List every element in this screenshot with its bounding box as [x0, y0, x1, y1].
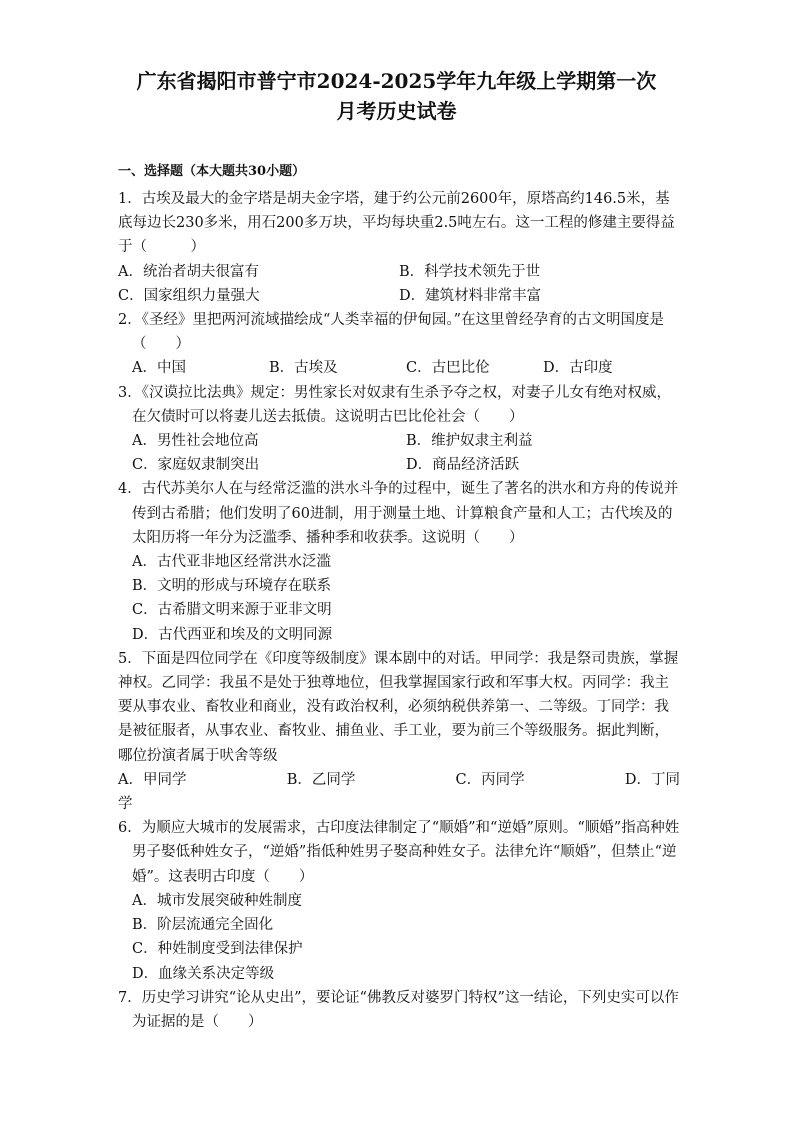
question-5-options — [118, 768, 680, 792]
option-a[interactable]: A．男性社会地位高 — [132, 433, 259, 450]
option-c[interactable]: C．古希腊文明来源于亚非文明 — [132, 602, 332, 619]
option-d[interactable]: D．商品经济活跃 — [406, 457, 520, 474]
option-c[interactable]: C．家庭奴隶制突出 — [132, 457, 260, 474]
question-2-options — [118, 356, 680, 380]
option-b[interactable]: B．古埃及 — [269, 360, 338, 377]
option-b[interactable]: B．维护奴隶主利益 — [406, 433, 533, 450]
option-d[interactable]: D．血缘关系决定等级 — [132, 965, 275, 982]
option-b[interactable]: B．文明的形成与环境存在联系 — [132, 578, 332, 595]
option-b[interactable]: B．乙同学 — [286, 771, 356, 788]
option-a[interactable]: A．古代亚非地区经常洪水泛滥 — [132, 554, 331, 571]
option-a[interactable]: A．甲同学 — [118, 771, 187, 788]
option-c[interactable]: C．古巴比伦 — [406, 360, 490, 377]
option-d-wrap: 学 — [118, 796, 133, 813]
option-c[interactable]: C．丙同学 — [455, 771, 525, 788]
option-d[interactable]: D．建筑材料非常丰富 — [399, 287, 542, 304]
question-3-stem: 3．《汉谟拉比法典》规定：男性家长对奴隶有生杀予夺之权，对妻子儿女有绝对权威，在欠债时可以将妻儿送去抵债。这说明古巴比伦社会（ ） — [118, 384, 671, 425]
option-a[interactable]: A．城市发展突破种姓制度 — [132, 892, 302, 909]
option-c[interactable]: C．国家组织力量强大 — [118, 287, 260, 304]
option-d[interactable]: D．古印度 — [543, 360, 613, 377]
exam-title — [97, 66, 697, 126]
question-3-options — [118, 429, 680, 477]
option-a[interactable]: A．统治者胡夫很富有 — [118, 263, 259, 280]
option-b[interactable]: B．科学技术领先于世 — [399, 263, 541, 280]
question-4-stem: 4．古代苏美尔人在与经常泛滥的洪水斗争的过程中，诞生了著名的洪水和方舟的传说并传到古希腊；他们发明了60进制，用于测量土地、计算粮食产量和人工；古代埃及的太阳历将一年分为泛滥季、播种季和收获季。这说明（ ） — [118, 481, 679, 546]
option-d[interactable]: D．古代西亚和埃及的文明同源 — [132, 626, 333, 643]
option-c[interactable]: C．种姓制度受到法律保护 — [132, 941, 303, 958]
option-a[interactable]: A．中国 — [132, 360, 186, 377]
title-line-1: 广东省揭阳市普宁市2024-2025学年九年级上学期第一次 — [136, 69, 657, 93]
question-2-stem: 2．《圣经》里把两河流域描绘成“人类幸福的伊甸园。”在这里曾经孕育的古文明国度是（ ） — [118, 312, 665, 353]
question-7-stem: 7．历史学习讲究“论从史出”，要论证“佛教反对婆罗门特权”这一结论，下列史实可以作为证据的是（ ） — [118, 989, 679, 1030]
section-heading: 一、选择题（本大题共30小题） — [118, 164, 306, 179]
question-1-options — [118, 260, 680, 308]
question-6-stem: 6．为顺应大城市的发展需求，古印度法律制定了“顺婚”和“逆婚”原则。“顺婚”指高种姓男子娶低种姓女子，“逆婚”指低种姓男子娶高种姓女子。法律允许“顺婚”，但禁止“逆婚”。这表明古印度（ ） — [118, 820, 680, 885]
question-list — [118, 187, 680, 1034]
question-5-stem: 5．下面是四位同学在《印度等级制度》课本剧中的对话。甲同学：我是祭司贵族，掌握神权。乙同学：我虽不是处于独尊地位，但我掌握国家行政和军事大权。丙同学：我主要从事农业、畜牧业和商业，没有政治权利，必须纳税供养第一、二等级。丁同学：我是被征服者，从事农业、畜牧业、捕鱼业、手工业，要为前三个等级服务。据此判断，哪位扮演者属于吠舍等级 — [118, 650, 679, 764]
title-line-2: 月考历史试卷 — [336, 99, 457, 123]
option-b[interactable]: B．阶层流通完全固化 — [132, 917, 274, 934]
question-1-stem: 1．古埃及最大的金字塔是胡夫金字塔，建于约公元前2600年，原塔高约146.5米，基底每边长230多米，用石200多万块，平均每块重2.5吨左右。这一工程的修建主要得益于（ ） — [118, 191, 675, 256]
option-d[interactable]: D．丁同 — [624, 771, 680, 788]
